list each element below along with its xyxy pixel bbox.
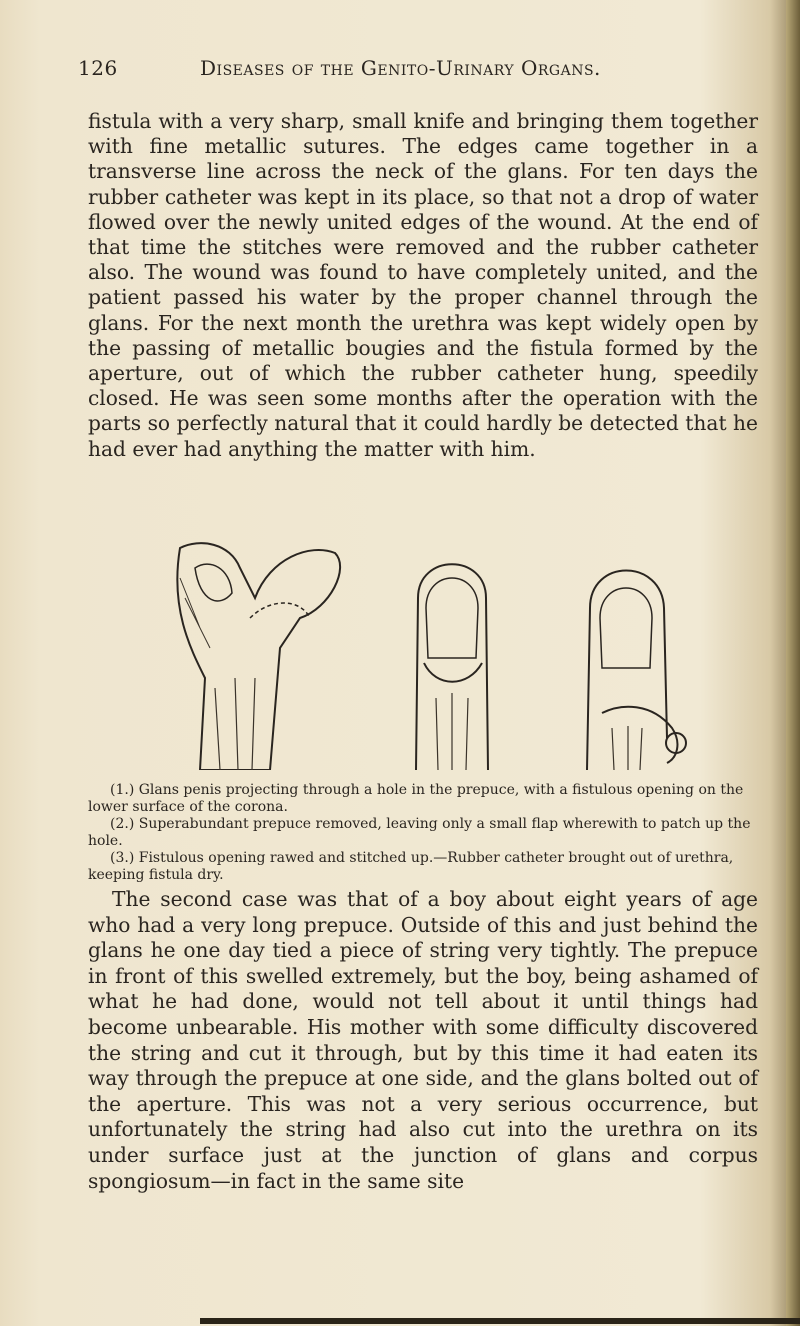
page-bottom-edge	[200, 1318, 800, 1324]
figure-3-illustration	[572, 538, 690, 770]
page-number: 126	[78, 56, 118, 80]
body-paragraph-1	[88, 109, 758, 462]
caption-item-3: (3.) Fistulous opening rawed and stitched up.—Rubber catheter brought out of urethra, keeping fistula dry.	[88, 850, 734, 883]
body-paragraph-2	[88, 887, 758, 1194]
figure-3-drawing	[572, 538, 690, 770]
figure-1-drawing	[160, 538, 350, 770]
figure-row	[160, 538, 690, 770]
figure-caption	[88, 782, 758, 884]
figure-1-illustration	[160, 538, 350, 770]
page-edge-shadow	[786, 0, 800, 1326]
figure-2-illustration	[406, 538, 498, 770]
running-title: Diseases of the Genito-Urinary Organs.	[200, 56, 601, 80]
paragraph-2-text: The second case was that of a boy about eight years of age who had a very long prepuce. Outside of this and just behind the glans he one day tied a piece of string very tightly. The prepuce in front of this swelled extremely, but the boy, being ashamed of what he had done, would not tell about it until things had become unbearable. His mother with some difficulty discovered the string and cut it through, but by this time it had eaten its way through the prepuce at one side, and the glans bolted out of the aperture. This was not a very serious occurrence, but unfortunately the string had also cut into the urethra on its under surface just at the junction of glans and corpus spongiosum—in fact in the same site	[88, 887, 758, 1193]
caption-item-1: (1.) Glans penis projecting through a hole in the prepuce, with a fistulous opening on the lower surface of the corona.	[88, 782, 744, 815]
figure-2-drawing	[406, 538, 498, 770]
running-header	[78, 56, 758, 84]
paragraph-1-text: fistula with a very sharp, small knife and bringing them together with fine metallic sutures. The edges came together in a transverse line across the neck of the glans. For ten days the rubber catheter was kept in its place, so that not a drop of water flowed over the newly united edges of the wound. At the end of that time the stitches were removed and the rubber catheter also. The wound was found to have completely united, and the patient passed his water by the proper channel through the glans. For the next month the urethra was kept widely open by the passing of metallic bougies and the fistula formed by the aperture, out of which the rubber catheter hung, speedily closed. He was seen some months after the operation with the parts so perfectly natural that it could hardly be detected that he had ever had anything the matter with him.	[88, 109, 758, 461]
caption-item-2: (2.) Superabundant prepuce removed, leaving only a small flap wherewith to patch up the hole.	[88, 816, 751, 849]
